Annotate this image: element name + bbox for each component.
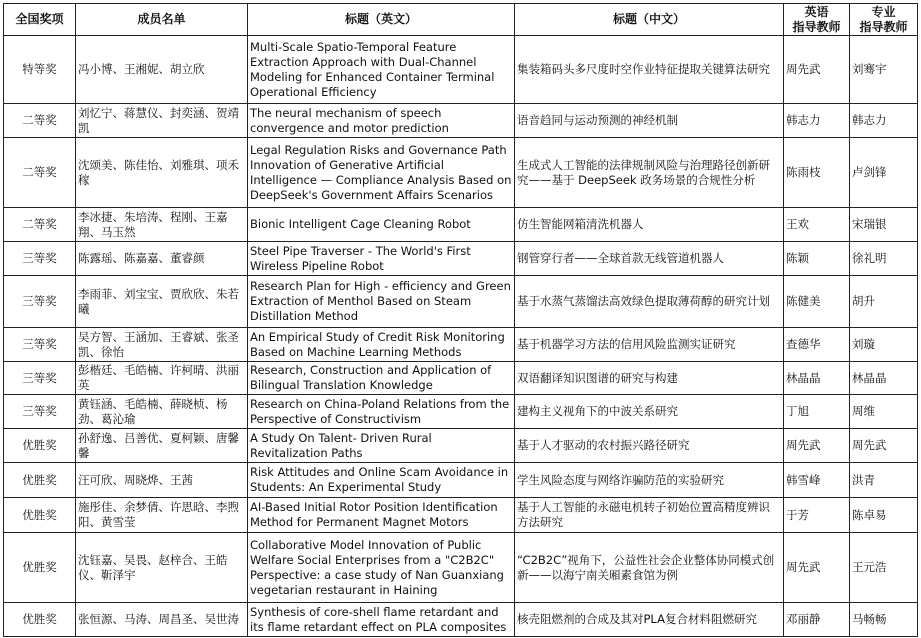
professional-teacher-cell: 徐礼明: [850, 242, 918, 276]
award-cell: 优胜奖: [4, 498, 76, 533]
professional-teacher-cell: 宋瑞银: [850, 208, 918, 242]
title-zh-cell: 基于人才驱动的农村振兴路径研究: [515, 429, 784, 463]
award-cell: 特等奖: [4, 36, 76, 104]
professional-teacher-cell: 周维: [850, 395, 918, 429]
awards-table: [3, 3, 918, 637]
table-row: [4, 104, 918, 138]
professional-teacher-cell: 王元浩: [850, 533, 918, 603]
title-en-cell: Research Plan for High - efficiency and Green Extraction of Menthol Based on Steam Distillation Method: [248, 276, 515, 328]
title-en-cell: Synthesis of core-shell flame retardant and its flame retardant effect on PLA composites: [248, 603, 515, 637]
professional-teacher-cell: 周先武: [850, 429, 918, 463]
english-teacher-cell: 韩雪峰: [784, 463, 850, 498]
english-teacher-cell: 陈颖: [784, 242, 850, 276]
title-zh-cell: 基于人工智能的永磁电机转子初始位置高精度辨识方法研究: [515, 498, 784, 533]
award-cell: 二等奖: [4, 208, 76, 242]
title-en-cell: Research on China-Poland Relations from the Perspective of Constructivism: [248, 395, 515, 429]
table-row: [4, 328, 918, 362]
members-cell: 沈颂美、陈佳怡、刘雅琪、项禾稼: [76, 138, 248, 208]
title-zh-cell: 基于水蒸气蒸馏法高效绿色提取薄荷醇的研究计划: [515, 276, 784, 328]
award-cell: 三等奖: [4, 362, 76, 395]
table-row: [4, 276, 918, 328]
professional-teacher-cell: 洪青: [850, 463, 918, 498]
table-row: [4, 362, 918, 395]
members-cell: 沈钰嘉、吴畏、赵梓合、王皓仪、靳泽宇: [76, 533, 248, 603]
title-en-cell: Bionic Intelligent Cage Cleaning Robot: [248, 208, 515, 242]
members-cell: 施彤佳、余梦倩、许思晗、李煦阳、黄雪莹: [76, 498, 248, 533]
award-cell: 二等奖: [4, 138, 76, 208]
english-teacher-cell: 周先武: [784, 36, 850, 104]
header-title-en: 标题（英文）: [248, 4, 515, 36]
title-zh-cell: 学生风险态度与网络诈骗防范的实验研究: [515, 463, 784, 498]
english-teacher-cell: 周先武: [784, 429, 850, 463]
professional-teacher-cell: 胡升: [850, 276, 918, 328]
title-zh-cell: 核壳阻燃剂的合成及其对PLA复合材料阻燃研究: [515, 603, 784, 637]
header-english-teacher: 英语 指导教师: [784, 4, 850, 36]
title-en-cell: A Study On Talent- Driven Rural Revitalization Paths: [248, 429, 515, 463]
english-teacher-cell: 林晶晶: [784, 362, 850, 395]
professional-teacher-cell: 陈卓易: [850, 498, 918, 533]
title-zh-cell: 基于机器学习方法的信用风险监测实证研究: [515, 328, 784, 362]
title-zh-cell: 集装箱码头多尺度时空作业特征提取关键算法研究: [515, 36, 784, 104]
title-en-cell: Research, Construction and Application of Bilingual Translation Knowledge: [248, 362, 515, 395]
professional-teacher-cell: 马畅畅: [850, 603, 918, 637]
english-teacher-cell: 韩志力: [784, 104, 850, 138]
english-teacher-cell: 于芳: [784, 498, 850, 533]
table-row: [4, 138, 918, 208]
members-cell: 彭楷廷、毛皓楠、许柯晴、洪丽英: [76, 362, 248, 395]
award-cell: 三等奖: [4, 328, 76, 362]
english-teacher-cell: 陈雨枝: [784, 138, 850, 208]
title-zh-cell: 建构主义视角下的中波关系研究: [515, 395, 784, 429]
award-cell: 三等奖: [4, 242, 76, 276]
title-en-cell: The neural mechanism of speech convergence and motor prediction: [248, 104, 515, 138]
header-professional-teacher: 专业 指导教师: [850, 4, 918, 36]
members-cell: 黄钰涵、毛皓楠、薛晓桢、杨劲、葛沁瑜: [76, 395, 248, 429]
title-zh-cell: 仿生智能网箱清洗机器人: [515, 208, 784, 242]
members-cell: 吴方智、王涵加、王睿斌、张圣凯、徐怡: [76, 328, 248, 362]
professional-teacher-cell: 卢剑锋: [850, 138, 918, 208]
members-cell: 汪可欣、周晓烨、王茜: [76, 463, 248, 498]
table-row: [4, 533, 918, 603]
members-cell: 冯小博、王湘妮、胡立欣: [76, 36, 248, 104]
title-en-cell: Risk Attitudes and Online Scam Avoidance in Students: An Experimental Study: [248, 463, 515, 498]
award-cell: 优胜奖: [4, 429, 76, 463]
title-zh-cell: 语音趋同与运动预测的神经机制: [515, 104, 784, 138]
members-cell: 刘忆宁、蒋慧仪、封奕涵、贺靖凯: [76, 104, 248, 138]
title-en-cell: Legal Regulation Risks and Governance Path Innovation of Generative Artificial Intelligence — Compliance Analysis Based on DeepSeek's Government Affairs Scenarios: [248, 138, 515, 208]
header-award: 全国奖项: [4, 4, 76, 36]
title-en-cell: Multi-Scale Spatio-Temporal Feature Extraction Approach with Dual-Channel Modeling for Enhanced Container Terminal Operational Efficiency: [248, 36, 515, 104]
title-en-cell: AI-Based Initial Rotor Position Identification Method for Permanent Magnet Motors: [248, 498, 515, 533]
title-en-cell: An Empirical Study of Credit Risk Monitoring Based on Machine Learning Methods: [248, 328, 515, 362]
professional-teacher-cell: 刘璇: [850, 328, 918, 362]
table-row: [4, 36, 918, 104]
members-cell: 孙舒逸、吕善优、夏柯颖、唐馨馨: [76, 429, 248, 463]
table-row: [4, 395, 918, 429]
title-zh-cell: 钢管穿行者——全球首款无线管道机器人: [515, 242, 784, 276]
table-row: [4, 463, 918, 498]
english-teacher-cell: 邓丽静: [784, 603, 850, 637]
title-en-cell: Collaborative Model Innovation of Public Welfare Social Enterprises from a "C2B2C" Perspective: a case study of Nan Guanxiang vegetarian restaurant in Haining: [248, 533, 515, 603]
award-cell: 优胜奖: [4, 603, 76, 637]
award-cell: 二等奖: [4, 104, 76, 138]
professional-teacher-cell: 韩志力: [850, 104, 918, 138]
professional-teacher-cell: 刘骞宇: [850, 36, 918, 104]
title-zh-cell: 生成式人工智能的法律规制风险与治理路径创新研究——基于 DeepSeek 政务场景的合规性分析: [515, 138, 784, 208]
table-row: [4, 429, 918, 463]
english-teacher-cell: 陈健美: [784, 276, 850, 328]
members-cell: 李雨菲、刘宝宝、贾欣欣、朱若曦: [76, 276, 248, 328]
english-teacher-cell: 周先武: [784, 533, 850, 603]
header-row: [4, 4, 918, 36]
table-row: [4, 603, 918, 637]
title-en-cell: Steel Pipe Traverser - The World's First Wireless Pipeline Robot: [248, 242, 515, 276]
members-cell: 陈露瑶、陈嘉嘉、董睿颜: [76, 242, 248, 276]
english-teacher-cell: 王欢: [784, 208, 850, 242]
table-row: [4, 208, 918, 242]
members-cell: 李冰捷、朱培涛、程刚、王嘉翔、马玉然: [76, 208, 248, 242]
header-title-zh: 标题（中文）: [515, 4, 784, 36]
english-teacher-cell: 查德华: [784, 328, 850, 362]
award-cell: 优胜奖: [4, 463, 76, 498]
award-cell: 三等奖: [4, 276, 76, 328]
title-zh-cell: 双语翻译知识图谱的研究与构建: [515, 362, 784, 395]
title-zh-cell: “C2B2C”视角下，公益性社会企业整体协同模式创新——以海宁南关厢素食馆为例: [515, 533, 784, 603]
members-cell: 张恒源、马涛、周昌圣、吴世涛: [76, 603, 248, 637]
english-teacher-cell: 丁旭: [784, 395, 850, 429]
award-cell: 优胜奖: [4, 533, 76, 603]
table-row: [4, 242, 918, 276]
professional-teacher-cell: 林晶晶: [850, 362, 918, 395]
header-members: 成员名单: [76, 4, 248, 36]
table-row: [4, 498, 918, 533]
award-cell: 三等奖: [4, 395, 76, 429]
